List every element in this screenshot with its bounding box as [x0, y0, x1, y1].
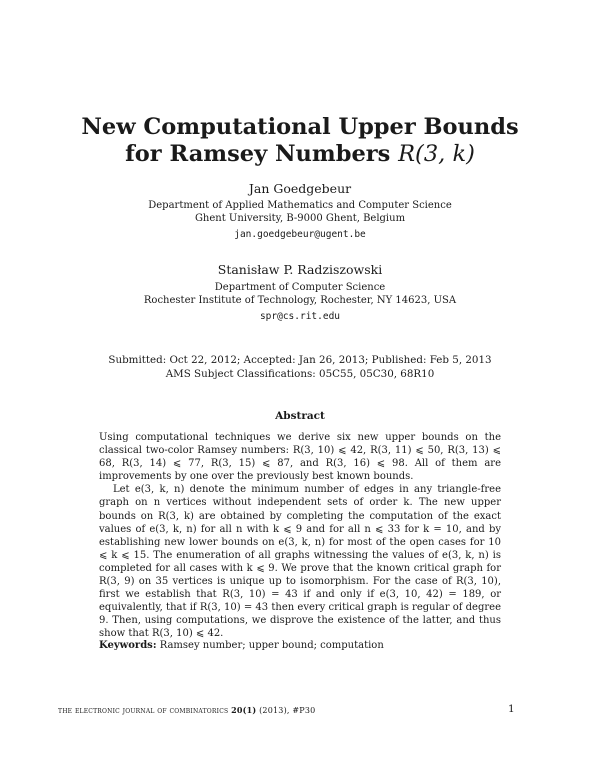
keywords-label: Keywords:	[99, 640, 157, 651]
author-2-affiliation-2: Rochester Institute of Technology, Rochester, NY 14623, USA	[143, 295, 457, 306]
submission-dates: Submitted: Oct 22, 2012; Accepted: Jan 26, 2013; Published: Feb 5, 2013	[108, 354, 492, 366]
journal-issue: (2013), #P30	[256, 706, 316, 715]
title-line-2	[0, 141, 600, 168]
author-1-affiliation-2: Ghent University, B-9000 Ghent, Belgium	[194, 213, 406, 224]
abstract-body	[99, 431, 501, 641]
journal-footer	[58, 705, 518, 715]
author-1-affiliation-1: Department of Applied Mathematics and Computer Science	[148, 200, 452, 211]
author-2-name: Stanisław P. Radziszowski	[217, 262, 383, 277]
title-line-2-math: R(3, k)	[398, 141, 475, 167]
author-2-email[interactable]: spr@cs.rit.edu	[259, 311, 341, 322]
title-line-1: New Computational Upper Bounds	[81, 114, 519, 140]
abstract-paragraph-2: Let e(3, k, n) denote the minimum number of edges in any triangle-free graph on n vertices without independent sets of order k. The new upper bounds on R(3, k) are obtained by completing the computation of the exact values of e(3, k, n) for all n with k ⩽ 9 and for all n ⩽ 33 for k = 10, and by establishing new lower bounds on e(3, k, n) for most of the open cases for 10 ⩽ k ⩽ 15. The enumeration of all graphs witnessing the values of e(3, k, n) is completed for all cases with k ⩽ 9. We prove that the known critical graph for R(3, 9) on 35 vertices is unique up to isomorphism. For the case of R(3, 10), first we establish that R(3, 10) = 43 if and only if e(3, 10, 42) = 189, or equivalently, that if R(3, 10) = 43 then every critical graph is regular of degree 9. Then, using computations, we disprove the existence of the latter, and thus show that R(3, 10) ⩽ 42.	[99, 484, 501, 640]
abstract-heading: Abstract	[275, 410, 325, 422]
abstract-paragraph-1: Using computational techniques we derive six new upper bounds on the classical two-color Ramsey numbers: R(3, 10) ⩽ 42, R(3, 11) ⩽ 50, R(3, 13) ⩽ 68, R(3, 14) ⩽ 77, R(3, 15) ⩽ 87, and R(3, 16) ⩽ 98. All of them are improvements by one over the previously best known bounds.	[99, 432, 501, 483]
author-2-affiliation-1: Department of Computer Science	[214, 282, 386, 293]
paper-title	[0, 114, 600, 168]
keywords	[99, 640, 384, 651]
author-1-email[interactable]: jan.goedgebeur@ugent.be	[234, 229, 366, 240]
author-1-name: Jan Goedgebeur	[248, 181, 352, 196]
journal-volume: 20(1)	[231, 705, 257, 715]
ams-classification: AMS Subject Classifications: 05C55, 05C30, 68R10	[165, 368, 435, 380]
title-line-2-text: for Ramsey Numbers	[125, 141, 399, 167]
page-number: 1	[508, 703, 515, 715]
journal-name: the electronic journal of combinatorics	[58, 706, 229, 715]
keywords-text: Ramsey number; upper bound; computation	[156, 640, 384, 651]
